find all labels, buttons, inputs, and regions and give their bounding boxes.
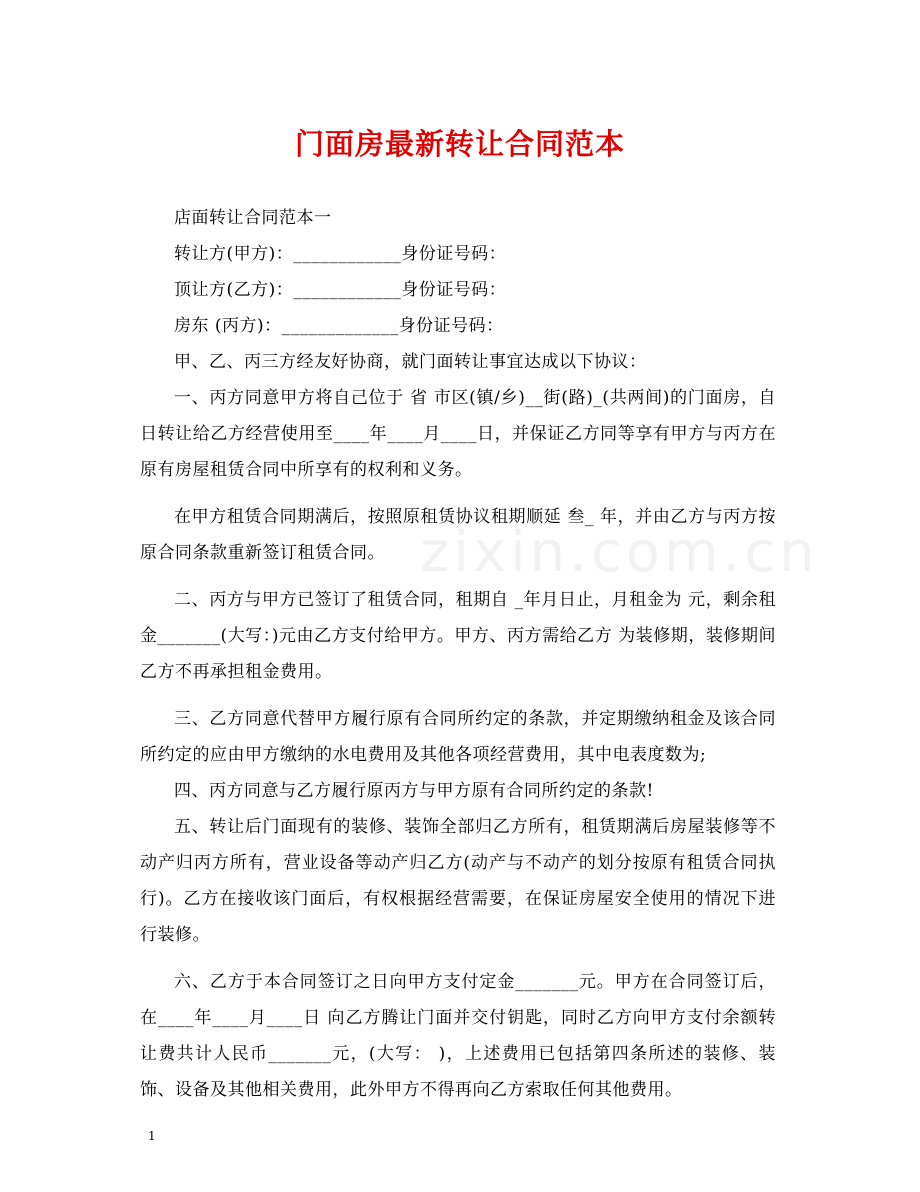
paragraph: 在甲方租赁合同期满后，按照原租赁协议租期顺延 叁_ 年，并由乙方与丙方按原合同条款重新签订租赁合同。 [140,507,776,563]
document-body [140,200,776,1108]
paragraph: 六、乙方于本合同签订之日向甲方支付定金_______元。甲方在合同签订后，在____年____月____日 向乙方腾让门面并交付钥匙，同时乙方向甲方支付余额转让费共计人民币_______元，(大写： )，上述费用已包括第四条所述的装修、装饰、设备及其他相关费用，此外甲方不得再向乙方索取任何其他费用。 [140,972,776,1100]
page-number: 1 [148,1129,156,1143]
document-title: 门面房最新转让合同范本 [294,127,625,161]
paragraph: 房东 (丙方)：_____________身份证号码： [174,316,504,336]
paragraph: 二、丙方与甲方已签订了租赁合同，租期自 _年月日止，月租金为 元，剩余租金_______(大写：)元由乙方支付给甲方。甲方、丙方需给乙方 为装修期，装修期间乙方不再承担租金费用。 [140,590,776,682]
paragraph: 甲、乙、丙三方经友好协商，就门面转让事宜达成以下协议： [174,352,647,372]
paragraph: 转让方(甲方)：____________身份证号码： [174,244,507,264]
paragraph: 五、转让后门面现有的装修、装饰全部归乙方所有，租赁期满后房屋装修等不动产归丙方所有，营业设备等动产归乙方(动产与不动产的划分按原有租赁合同执行)。乙方在接收该门面后，有权根据经营需要，在保证房屋安全使用的情况下进行装修。 [140,817,776,945]
paragraph: 一、丙方同意甲方将自己位于 省 市区(镇/乡)__街(路)_(共两间)的门面房，自 日转让给乙方经营使用至____年____月____日，并保证乙方同等享有甲方与丙方在原有房屋租赁合同中所享有的权利和义务。 [140,388,776,480]
paragraph: 三、乙方同意代替甲方履行原有合同所约定的条款，并定期缴纳租金及该合同所约定的应由甲方缴纳的水电费用及其他各项经营费用，其中电表度数为; [140,709,776,765]
paragraph: 四、丙方同意与乙方履行原丙方与甲方原有合同所约定的条款! [174,781,654,801]
watermark: zixin.com.cn [420,520,819,585]
paragraph: 顶让方(乙方)：____________身份证号码： [174,280,507,300]
paragraph: 店面转让合同范本一 [174,208,332,228]
